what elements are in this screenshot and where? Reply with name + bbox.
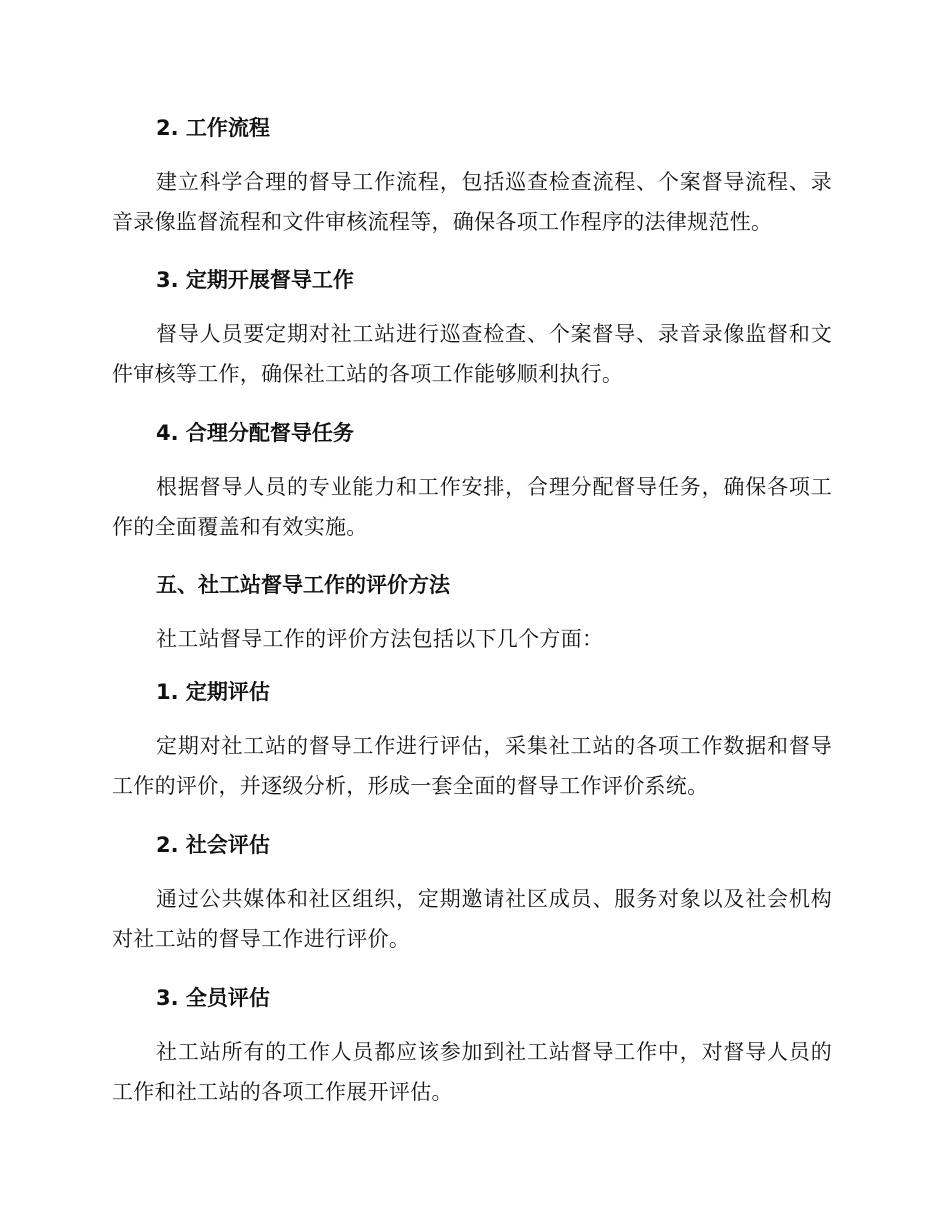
heading-staff-evaluation: 3. 全员评估 (156, 986, 270, 1010)
paragraph-regular-supervision: 督导人员要定期对社工站进行巡查检查、个案督导、录音录像监督和文件审核等工作，确保社工站的各项工作能够顺利执行。 (112, 322, 832, 386)
paragraph-work-process: 建立科学合理的督导工作流程，包括巡查检查流程、个案督导流程、录音录像监督流程和文件审核流程等，确保各项工作程序的法律规范性。 (112, 170, 832, 234)
heading-social-evaluation: 2. 社会评估 (156, 833, 270, 857)
paragraph-social-evaluation: 通过公共媒体和社区组织，定期邀请社区成员、服务对象以及社会机构对社工站的督导工作进行评价。 (112, 887, 832, 951)
heading-task-allocation: 4. 合理分配督导任务 (156, 421, 354, 445)
paragraph-section-five-intro: 社工站督导工作的评价方法包括以下几个方面： (156, 627, 604, 651)
paragraph-regular-evaluation: 定期对社工站的督导工作进行评估，采集社工站的各项工作数据和督导工作的评价，并逐级分析，形成一套全面的督导工作评价系统。 (112, 734, 832, 798)
heading-regular-supervision: 3. 定期开展督导工作 (156, 268, 354, 292)
paragraph-staff-evaluation: 社工站所有的工作人员都应该参加到社工站督导工作中，对督导人员的工作和社工站的各项工作展开评估。 (112, 1040, 832, 1104)
heading-work-process: 2. 工作流程 (156, 116, 270, 140)
heading-regular-evaluation: 1. 定期评估 (156, 680, 270, 704)
heading-section-five: 五、社工站督导工作的评价方法 (156, 573, 450, 597)
paragraph-task-allocation: 根据督导人员的专业能力和工作安排，合理分配督导任务，确保各项工作的全面覆盖和有效实施。 (112, 475, 832, 539)
